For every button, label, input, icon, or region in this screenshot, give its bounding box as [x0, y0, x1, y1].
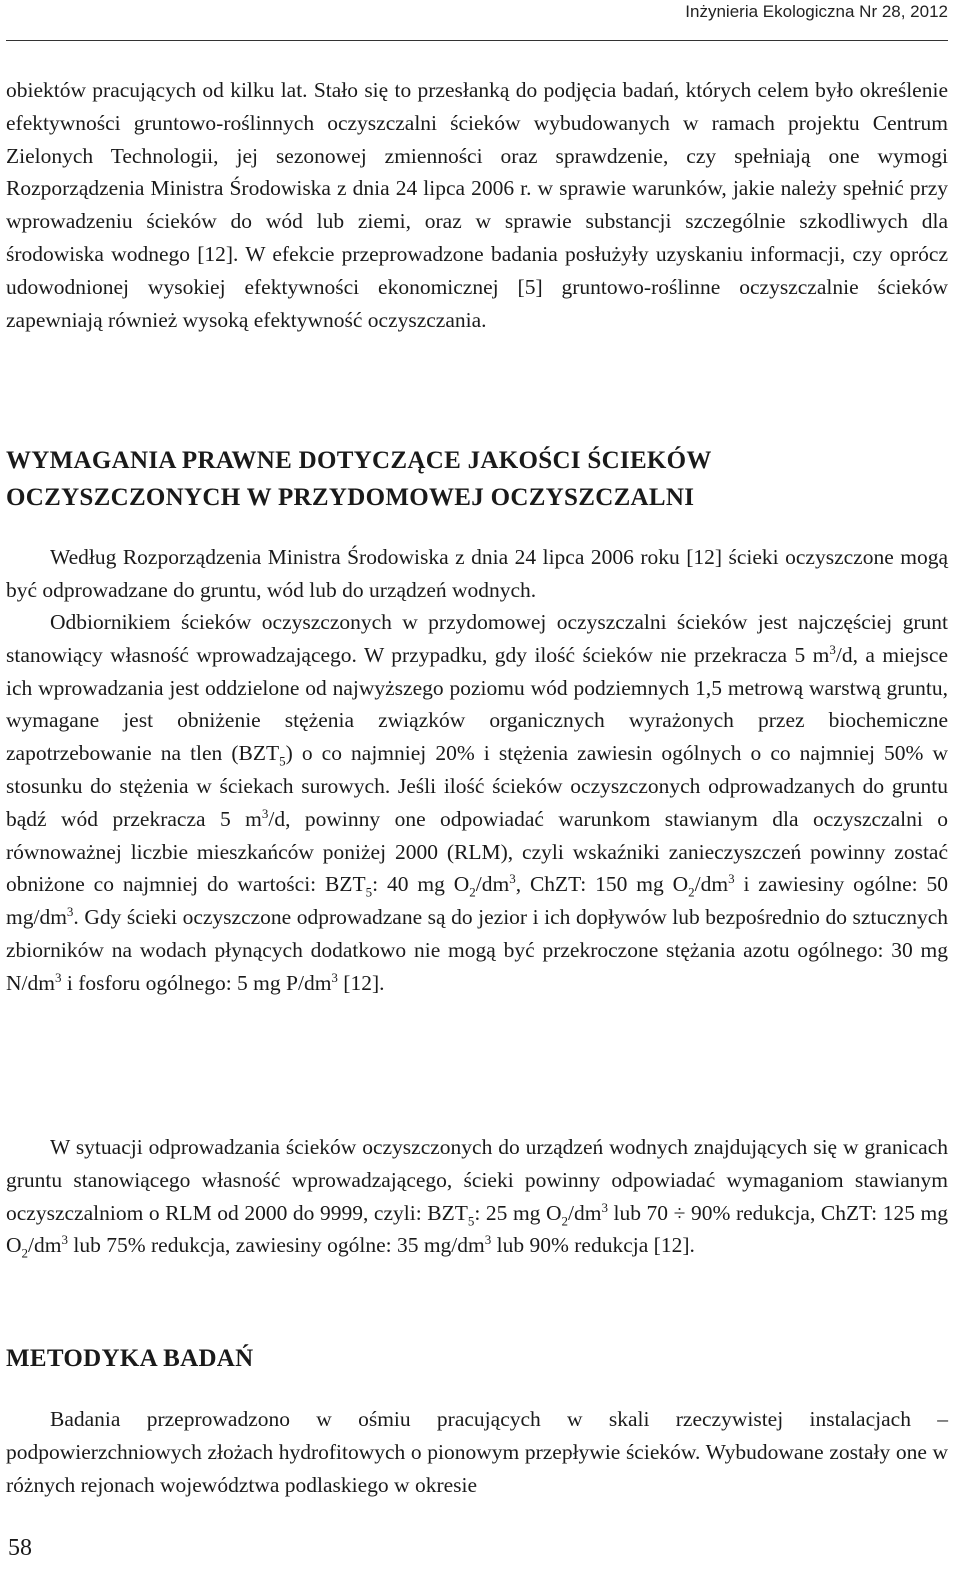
paragraph: Badania przeprowadzono w ośmiu pracujących w skali rzeczywistej instalacjach –podpowierzchniowych złożach hydrofitowych o pionowym przepływie ścieków. Wybudowane zostały one w różnych rejonach województwa podlaskiego w okresie	[6, 1407, 948, 1497]
paragraph: Według Rozporządzenia Ministra Środowiska z dnia 24 lipca 2006 roku [12] ścieki oczyszczone mogą być odprowadzane do gruntu, wód lub do urządzeń wodnych.	[6, 545, 948, 602]
page-number: 58	[8, 1535, 32, 1561]
journal-header: Inżynieria Ekologiczna Nr 28, 2012	[685, 2, 948, 21]
paragraph: Odbiornikiem ścieków oczyszczonych w przydomowej oczyszczalni ścieków jest najczęściej grunt stanowiący własność wprowadzającego. W przypadku, gdy ilość ścieków nie przekracza 5 $m^3/d$, a miejsce ich wprowadzania jest oddzielone od najwyższego poziomu wód podziemnych 1,5 metrową warstwą gruntu, wymagane jest obniżenie stężenia związków organicznych wyrażonych przez biochemiczne zapotrzebowanie na tlen $(BZT_5)$ o co najmniej 20% i stężenia zawiesin ogólnych o co najmniej 50% w stosunku do stężenia w ściekach surowych. Jeśli ilość ścieków oczyszczonych odprowadzanych do gruntu bądź wód przekracza 5 $m^3/d$, powinny one odpowiadać warunkom stawianym dla oczyszczalni o równoważnej liczbie mieszkańców poniżej 2000 (RLM), czyli wskaźniki zanieczyszczeń powinny zostać obniżone co najmniej do wartości: $BZT_5$: 40 mg $O_2/dm^3$, ChZT: 150 mg $O_2/dm^3$ i zawiesiny ogólne: 50 $mg/dm^3$. Gdy ścieki oczyszczone odprowadzane są do jezior i ich dopływów lub bezpośrednio do sztucznych zbiorników na wodach płynących dodatkowo nie mogą być przekroczone stężania azotu ogólnego: 30 mg $N/dm^3$ i fosforu ogólnego: 5 mg $P/dm^3$ [12].	[6, 610, 949, 995]
section-title-line: WYMAGANIA PRAWNE DOTYCZĄCE JAKOŚCI ŚCIEKÓW	[6, 447, 712, 474]
intro-paragraph: obiektów pracujących od kilku lat. Stało się to przesłanką do podjęcia badań, których celem było określenie efektywności gruntowo-roślinnych oczyszczalni ścieków wybudowanych w ramach projektu Centrum Zielonych Technologii, jej sezonowej zmienności oraz sprawdzenie, czy spełniają one wymogi Rozporządzenia Ministra Środowiska z dnia 24 lipca 2006 r. w sprawie warunków, jakie należy spełnić przy wprowadzeniu ścieków do wód lub ziemi, oraz w sprawie substancji szczególnie szkodliwych dla środowiska wodnego [12]. W efekcie przeprowadzone badania posłużyły uzyskaniu informacji, czy oprócz udowodnionej wysokiej efektywności ekonomicznej [5] gruntowo-roślinne oczyszczalnie ścieków zapewniają również wysoką efektywność oczyszczania.	[6, 78, 948, 332]
section-title-requirements	[6, 442, 948, 516]
header-rule	[6, 40, 948, 41]
paragraph: W sytuacji odprowadzania ścieków oczyszczonych do urządzeń wodnych znajdujących się w granicach gruntu stanowiącego własność wprowadzającego, ścieki powinny odpowiadać wymaganiom stawianym oczyszczalniom o RLM od 2000 do 9999, czyli: $BZT_5$: 25 mg $O_2/dm^3$ lub 70 ÷ 90% redukcja, ChZT: 125 mg $O_2/dm^3$ lub 75% redukcja, zawiesiny ogólne: 35 $mg/dm^3$ lub 90% redukcja [12].	[6, 1135, 948, 1261]
section-title-methodology: METODYKA BADAŃ	[6, 1345, 254, 1372]
section-title-line: OCZYSZCZONYCH W PRZYDOMOWEJ OCZYSZCZALNI	[6, 484, 695, 511]
